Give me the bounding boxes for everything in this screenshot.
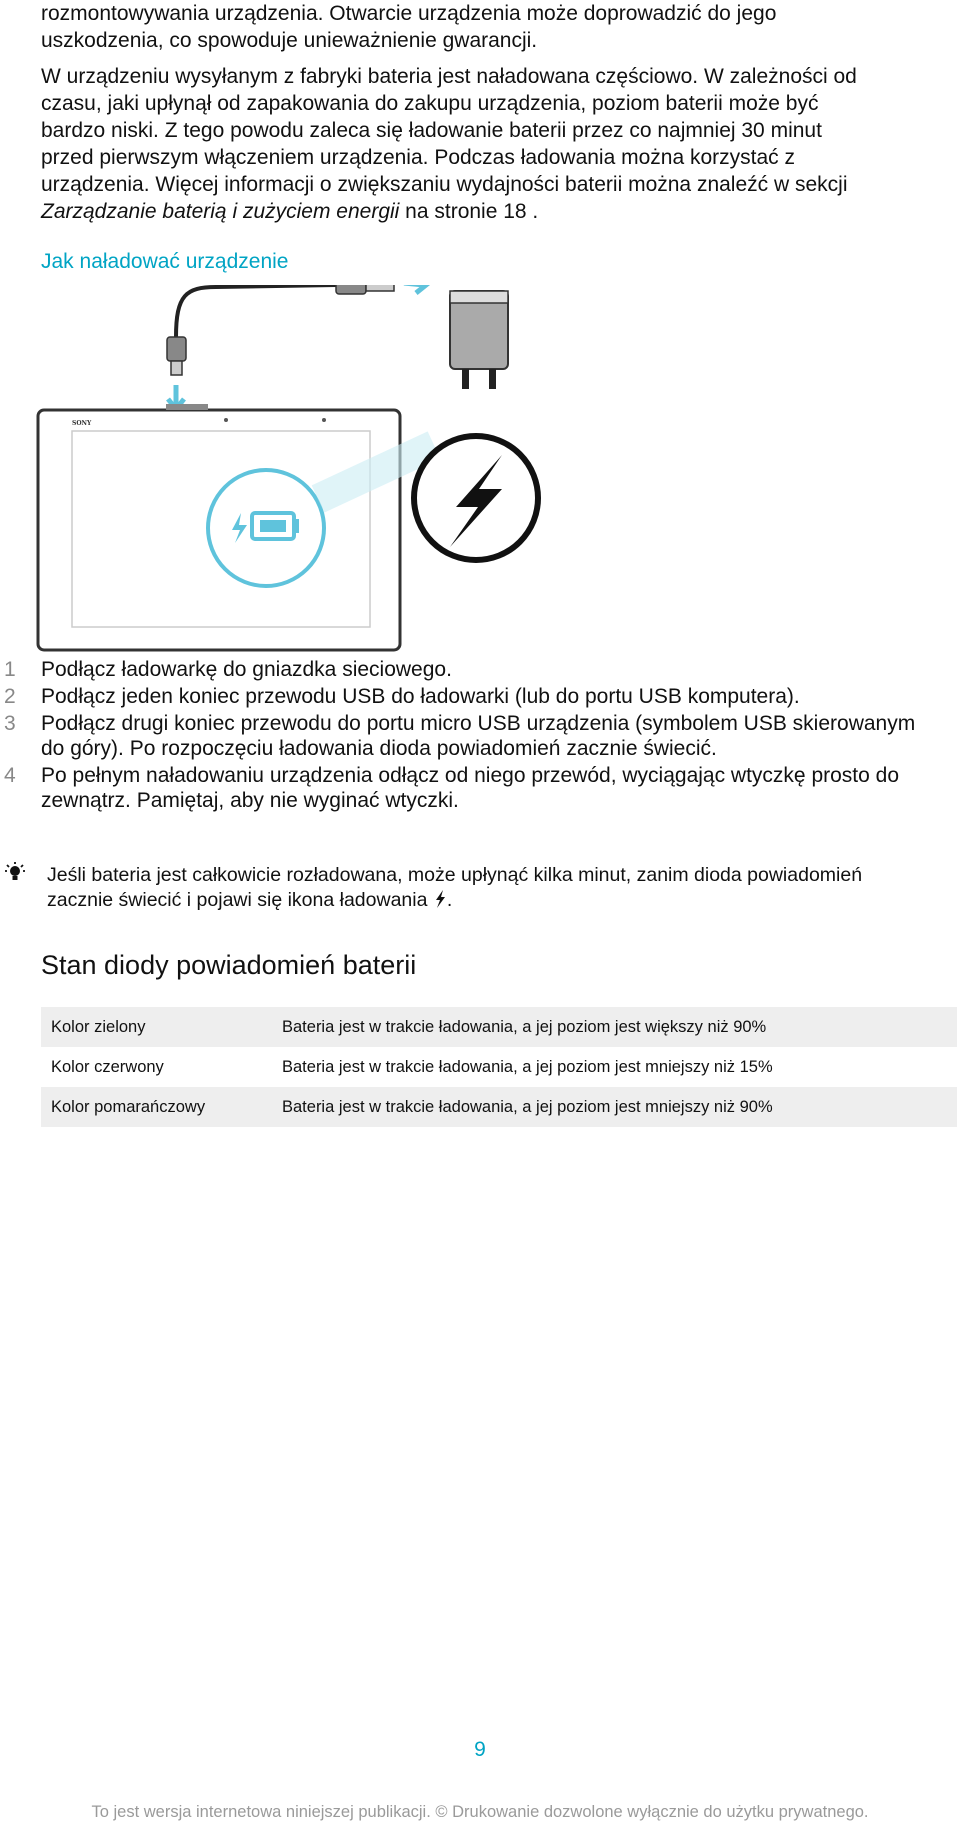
- text-line: czasu, jaki upłynął od zapakowania do zakupu urządzenia, poziom baterii może być: [41, 92, 819, 115]
- intro-paragraph-2: [41, 63, 941, 225]
- battery-section-link[interactable]: Zarządzanie baterią i zużyciem energii: [41, 200, 400, 223]
- charging-bolt-icon: [433, 889, 447, 909]
- text-line: przed pierwszym włączeniem urządzenia. Podczas ładowania można korzystać z: [41, 146, 795, 169]
- table-row: [41, 1007, 957, 1047]
- led-description-cell: Bateria jest w trakcie ładowania, a jej poziom jest większy niż 90%: [272, 1007, 957, 1047]
- step-number: 2: [4, 685, 16, 708]
- table-row: [41, 1087, 957, 1127]
- step-text: Podłącz ładowarkę do gniazdka sieciowego.: [41, 658, 452, 681]
- table-row: [41, 1047, 957, 1087]
- text-line: W urządzeniu wysyłanym z fabryki bateria jest naładowana częściowo. W zależności od: [41, 65, 857, 88]
- list-item: [0, 763, 940, 813]
- tip-text-block: [47, 863, 867, 913]
- footer-notice: To jest wersja internetowa niniejszej publikacji. © Drukowanie dozwolone wyłącznie do użytku prywatnego.: [91, 1803, 869, 1821]
- step-text: Podłącz drugi koniec przewodu do portu micro USB urządzenia (symbolem USB skierowanym do góry). Po rozpoczęciu ładowania dioda powiadomień zacznie świecić.: [41, 712, 916, 760]
- led-status-table: [41, 1007, 957, 1127]
- charging-illustration: [36, 285, 561, 655]
- tip-text: Jeśli bateria jest całkowicie rozładowana, może upłynąć kilka minut, zanim dioda powiadomień zacznie świecić i pojawi się ikona ładowania: [47, 864, 863, 911]
- lightbulb-icon: [4, 861, 26, 885]
- step-number: 4: [4, 764, 16, 787]
- led-description-cell: Bateria jest w trakcie ładowania, a jej poziom jest mniejszy niż 15%: [282, 1057, 773, 1076]
- step-text: Po pełnym naładowaniu urządzenia odłącz od niego przewód, wyciągając wtyczkę prosto do zewnątrz. Pamiętaj, aby nie wyginać wtyczki.: [41, 764, 899, 812]
- list-item: [0, 684, 940, 709]
- list-item: [0, 657, 940, 682]
- text-line: bardzo niski. Z tego powodu zaleca się ładowanie baterii przez co najmniej 30 minut: [41, 119, 822, 142]
- charging-heading: Jak naładować urządzenie: [41, 250, 289, 273]
- led-description-cell: Bateria jest w trakcie ładowania, a jej poziom jest mniejszy niż 90%: [272, 1087, 957, 1127]
- led-color-cell: Kolor pomarańczowy: [41, 1087, 272, 1127]
- led-color-cell: Kolor czerwony: [51, 1057, 164, 1076]
- led-status-heading: Stan diody powiadomień baterii: [41, 950, 417, 980]
- lightning-bolt-icon: [414, 436, 538, 560]
- list-item: [0, 711, 940, 761]
- text-line: rozmontowywania urządzenia. Otwarcie urządzenia może doprowadzić do jego: [41, 2, 777, 25]
- text-line: na stronie 18 .: [399, 200, 539, 223]
- step-number: 1: [4, 658, 16, 681]
- step-number: 3: [4, 712, 16, 735]
- intro-paragraph-1: [41, 0, 941, 54]
- step-text: Podłącz jeden koniec przewodu USB do ładowarki (lub do portu USB komputera).: [41, 685, 800, 708]
- brand-label: SONY: [72, 420, 92, 427]
- text-line: urządzenia. Więcej informacji o zwiększaniu wydajności baterii można znaleźć w sekcji: [41, 173, 848, 196]
- page-number: 9: [474, 1738, 486, 1761]
- charger-icon: [450, 291, 508, 389]
- led-color-cell: Kolor zielony: [41, 1007, 272, 1047]
- tip-end: .: [446, 889, 453, 911]
- usb-cable-icon: [167, 285, 426, 409]
- charging-steps-list: [0, 657, 940, 815]
- text-line: uszkodzenia, co spowoduje unieważnienie gwarancji.: [41, 29, 538, 52]
